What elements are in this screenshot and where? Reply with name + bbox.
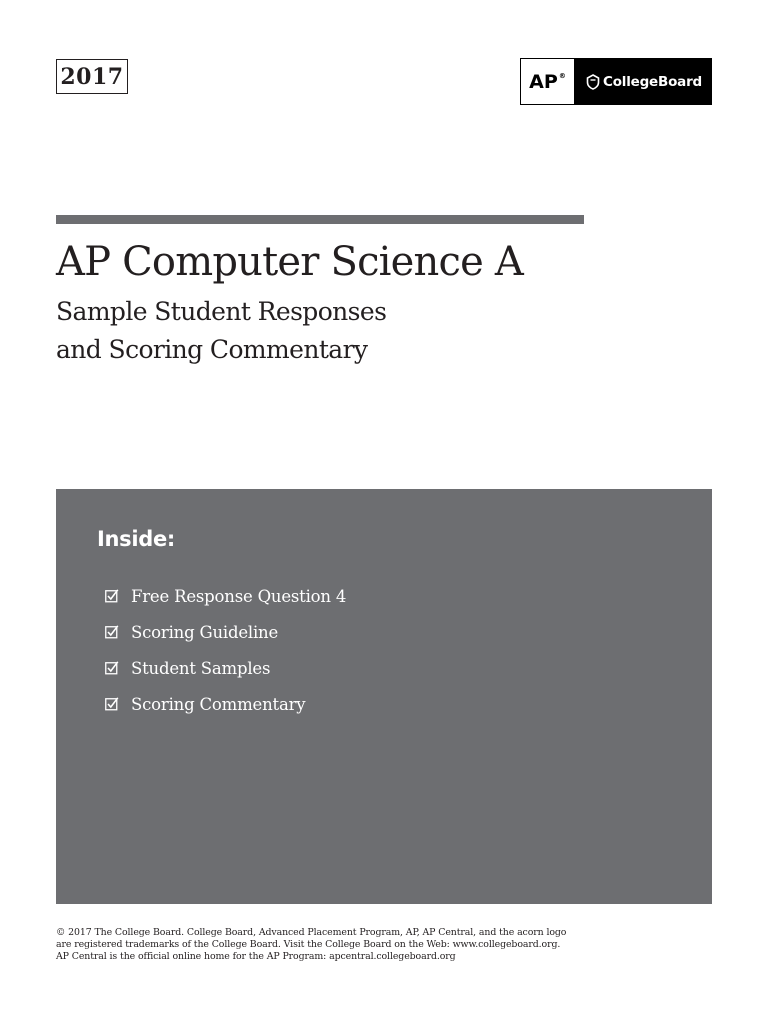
footer-line: are registered trademarks of the College Board. Visit the College Board on the Web: www.collegeboard.org.	[56, 939, 561, 950]
inside-list-item	[105, 650, 346, 686]
ap-collegeboard-logo	[520, 58, 712, 105]
footer-line: © 2017 The College Board. College Board, Advanced Placement Program, AP, AP Central, and the acorn logo	[56, 927, 567, 938]
inside-list-item	[105, 614, 346, 650]
inside-item-label: Free Response Question 4	[131, 586, 347, 606]
page-title: AP Computer Science A	[56, 239, 523, 285]
inside-list	[105, 578, 346, 722]
inside-panel	[56, 489, 712, 904]
title-rule	[56, 215, 584, 224]
subtitle-line: Sample Student Responses	[56, 297, 387, 326]
inside-item-label: Scoring Commentary	[131, 694, 306, 714]
footer-line: AP Central is the official online home for the AP Program: apcentral.collegeboard.org	[56, 951, 456, 962]
inside-list-item	[105, 578, 346, 614]
registered-mark: ®	[558, 71, 566, 80]
page-subtitle	[56, 293, 386, 369]
ap-logo-text: AP	[529, 70, 558, 93]
subtitle-line: and Scoring Commentary	[56, 335, 368, 364]
inside-item-label: Student Samples	[131, 658, 271, 678]
acorn-icon	[586, 74, 600, 90]
copyright-footer	[56, 927, 566, 963]
ap-logo	[521, 59, 574, 104]
inside-heading: Inside:	[97, 527, 176, 551]
collegeboard-logo-text: CollegeBoard	[603, 73, 703, 90]
inside-list-item	[105, 686, 346, 722]
checked-box-icon	[105, 589, 119, 603]
year-badge: 2017	[56, 59, 128, 94]
inside-item-label: Scoring Guideline	[131, 622, 279, 642]
checked-box-icon	[105, 661, 119, 675]
checked-box-icon	[105, 697, 119, 711]
checked-box-icon	[105, 625, 119, 639]
collegeboard-logo	[574, 59, 711, 104]
